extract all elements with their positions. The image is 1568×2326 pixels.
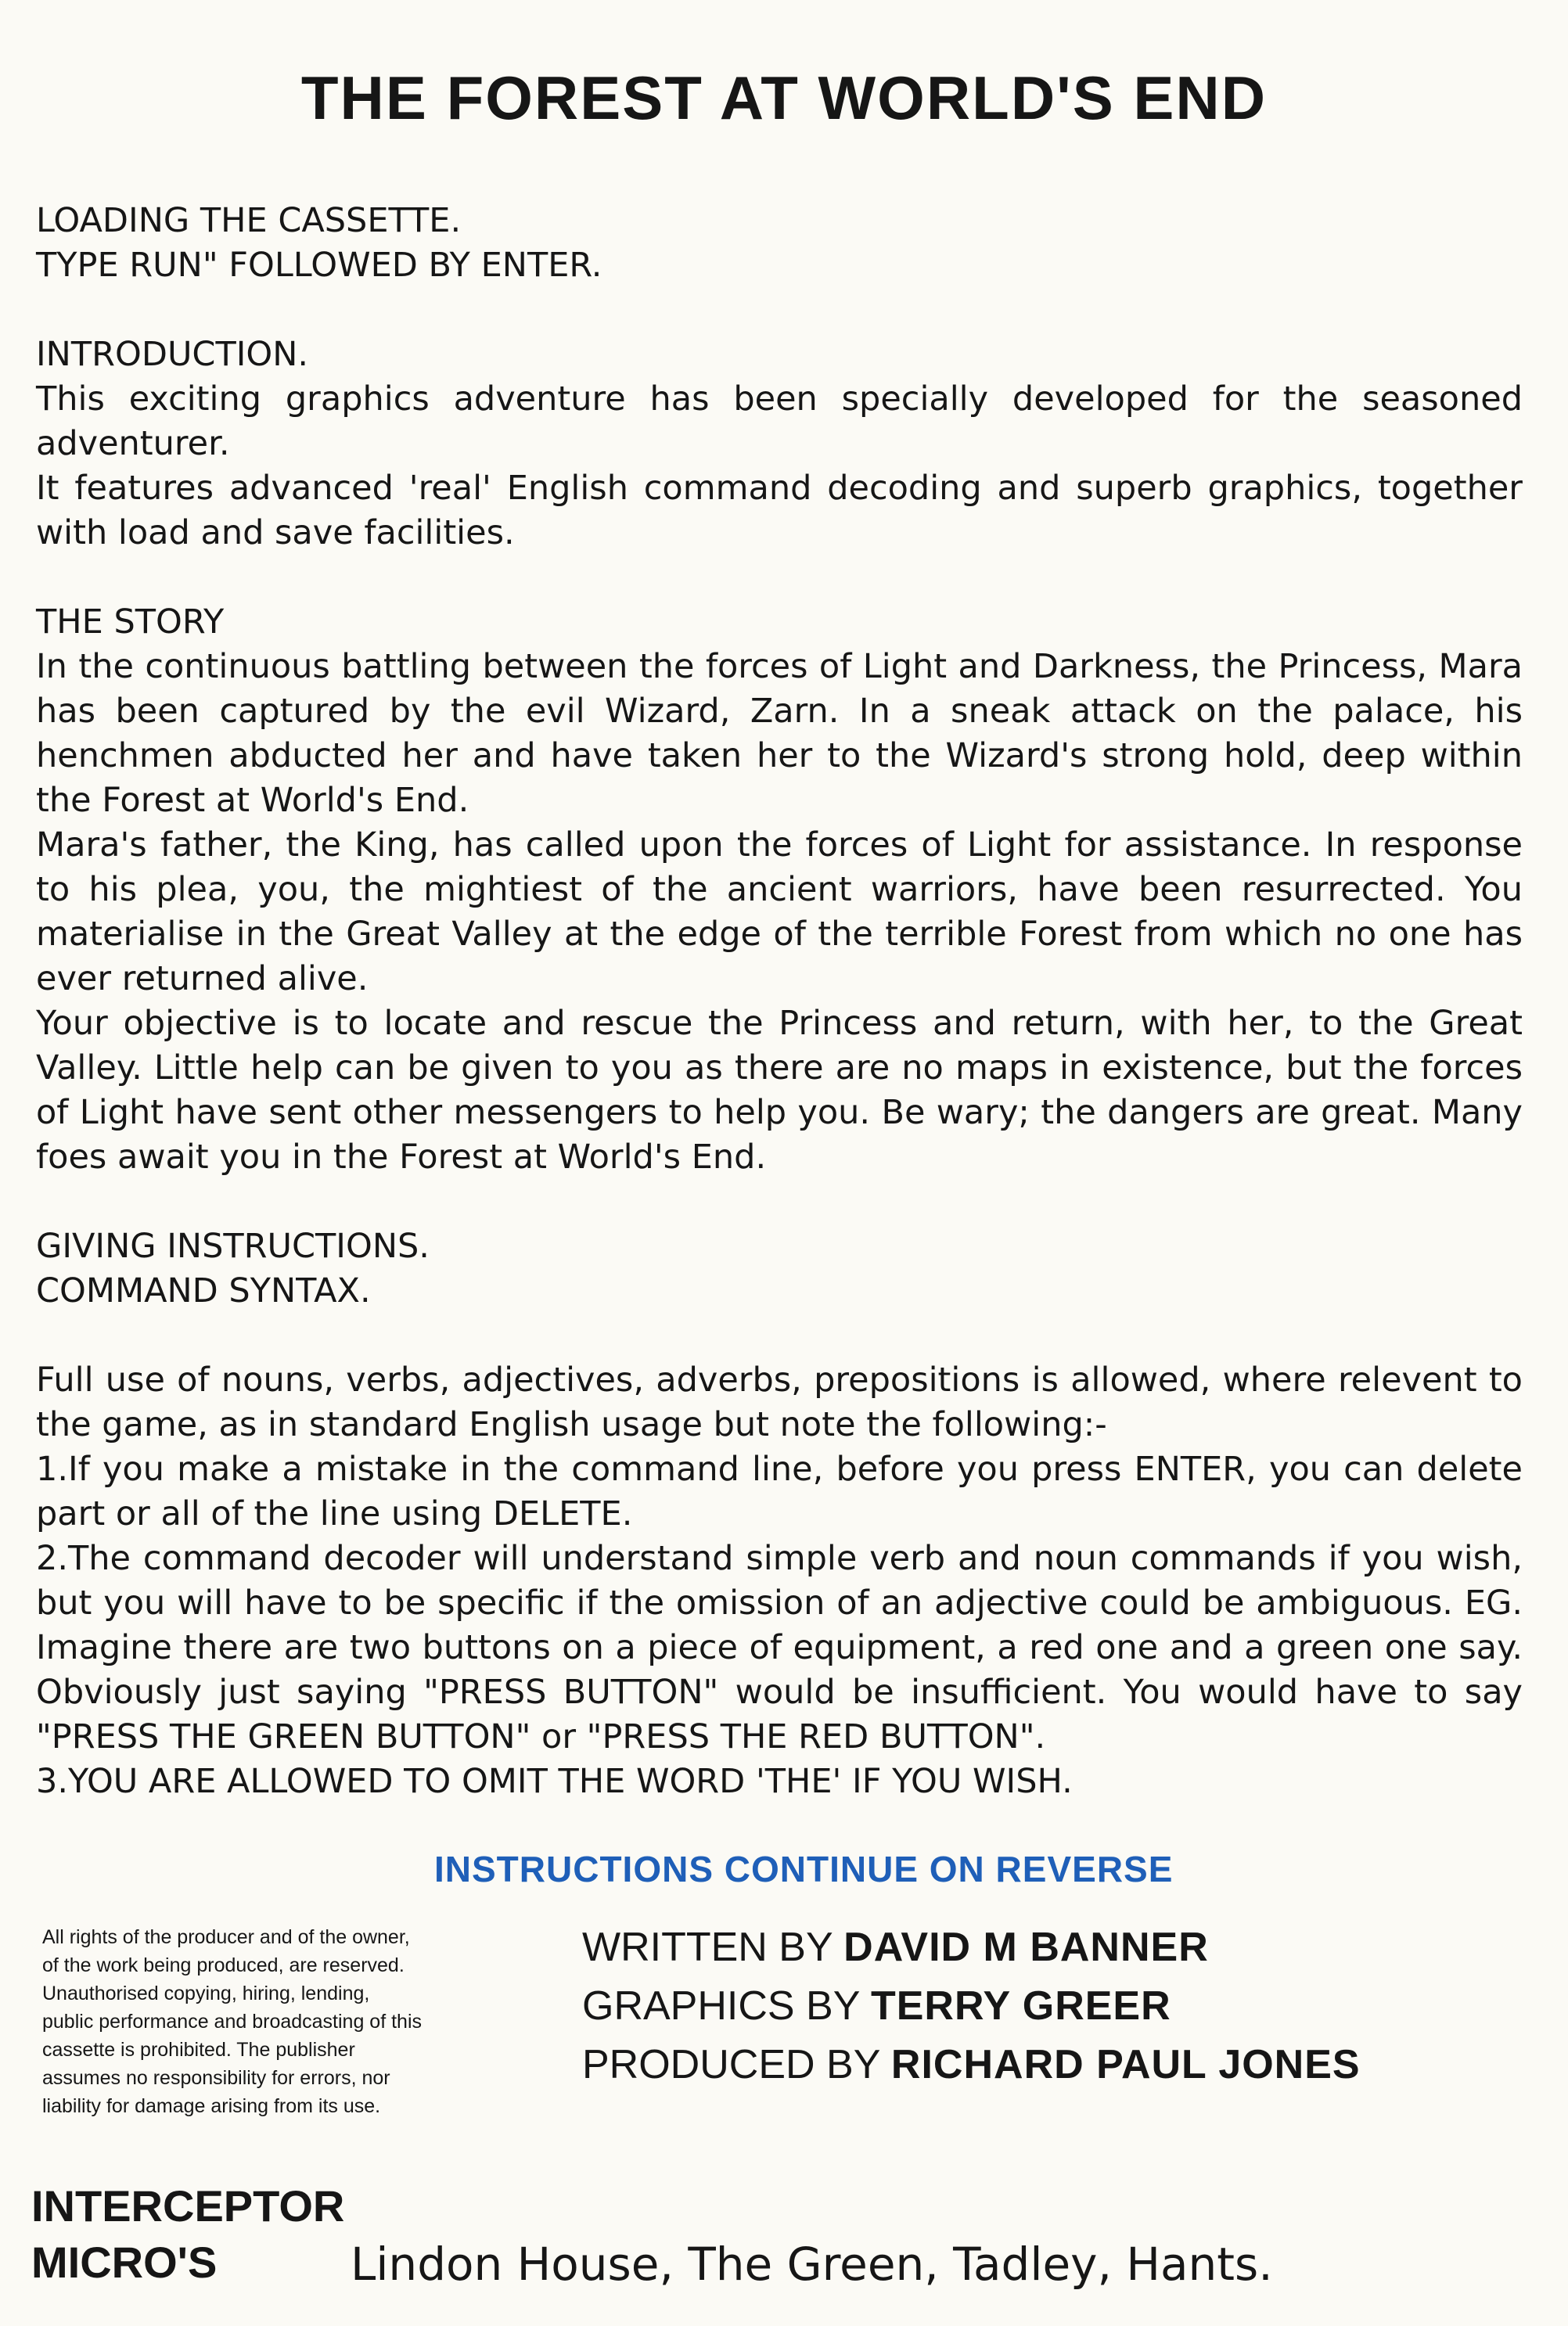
introduction-paragraph: It features advanced 'real' English command decoding and superb graphics, together with load and save facilities. [36,469,1523,552]
publisher-logo [31,2178,344,2291]
rights-line: assumes no responsibility for errors, nor [42,2067,390,2089]
loading-heading: LOADING THE CASSETTE. [36,201,462,240]
syntax-rule: 2.The command decoder will understand simple verb and noun commands if you wish, but you will have to be specific if the omission of an adjective could be ambiguous. EG. Imagine there are two buttons on a piece of equipment, a red one and a green one say. Obviously just saying "PRESS BUTTON" would be insufficient. You would have to say "PRESS THE GREEN BUTTON" or "PRESS THE RED BUTTON". [36,1539,1523,1756]
story-paragraph: Your objective is to locate and rescue the Princess and return, with her, to the Great Valley. Little help can be given to you as there are no maps in existence, but the forces of Light have sent other messengers to help you. Be wary; the dangers are great. Many foes await you in the Forest at World's End. [36,1004,1523,1177]
syntax-rule: 3.YOU ARE ALLOWED TO OMIT THE WORD 'THE' IF YOU WISH. [36,1762,1073,1801]
publisher-logo-line1: INTERCEPTOR [31,2181,345,2231]
story-paragraph: In the continuous battling between the forces of Light and Darkness, the Princess, Mara has been captured by the evil Wizard, Zarn. In a sneak attack on the palace, his henchmen abducted her and have taken her to the Wizard's strong hold, deep within the Forest at World's End. [36,647,1523,820]
credit-name: RICHARD PAUL JONES [890,2042,1361,2087]
syntax-intro: Full use of nouns, verbs, adjectives, adverbs, prepositions is allowed, where relevent to the game, as in standard English usage but note the following:- [36,1361,1523,1444]
story-paragraph: Mara's father, the King, has called upon the forces of Light for assistance. In response to his plea, you, the mightiest of the ancient warriors, have been resurrected. You materialise in the Great Valley at the edge of the terrible Forest from which no one has ever returned alive. [36,825,1523,998]
credit-name: DAVID M BANNER [843,1925,1209,1970]
continue-note: INSTRUCTIONS CONTINUE ON REVERSE [434,1849,1174,1889]
rights-line: All rights of the producer and of the owner, [42,1926,410,1948]
credit-name: TERRY GREER [870,1983,1171,2029]
publisher-logo-line2: MICRO'S [31,2238,218,2287]
syntax-rule: 1.If you make a mistake in the command line, before you press ENTER, you can delete part or all of the line using DELETE. [36,1450,1523,1533]
story-heading: THE STORY [36,602,225,642]
credits [582,1918,1361,2094]
publisher-address: Lindon House, The Green, Tadley, Hants. [351,2238,1273,2291]
credit-line [582,2036,1361,2094]
rights-line: liability for damage arising from its use. [42,2095,381,2117]
instructions-heading: GIVING INSTRUCTIONS. [36,1227,430,1266]
credit-role: GRAPHICS BY [582,1983,860,2029]
credit-role: WRITTEN BY [582,1925,833,1970]
rights-notice [42,1923,527,2120]
rights-line: of the work being produced, are reserved. [42,1954,405,1976]
credit-line [582,1918,1361,1977]
rights-line: cassette is prohibited. The publisher [42,2039,355,2061]
rights-line: public performance and broadcasting of this [42,2011,423,2033]
rights-line: Unauthorised copying, hiring, lending, [42,1983,370,2004]
loading-line: TYPE RUN" FOLLOWED BY ENTER. [36,246,602,285]
introduction-heading: INTRODUCTION. [36,335,309,374]
introduction-paragraph: This exciting graphics adventure has been specially developed for the seasoned adventurer. [36,379,1523,463]
credit-role: PRODUCED BY [582,2042,880,2087]
page-title: THE FOREST AT WORLD'S END [300,63,1268,132]
credit-line [582,1977,1361,2036]
syntax-heading: COMMAND SYNTAX. [36,1271,371,1310]
body-text [36,199,1523,1804]
